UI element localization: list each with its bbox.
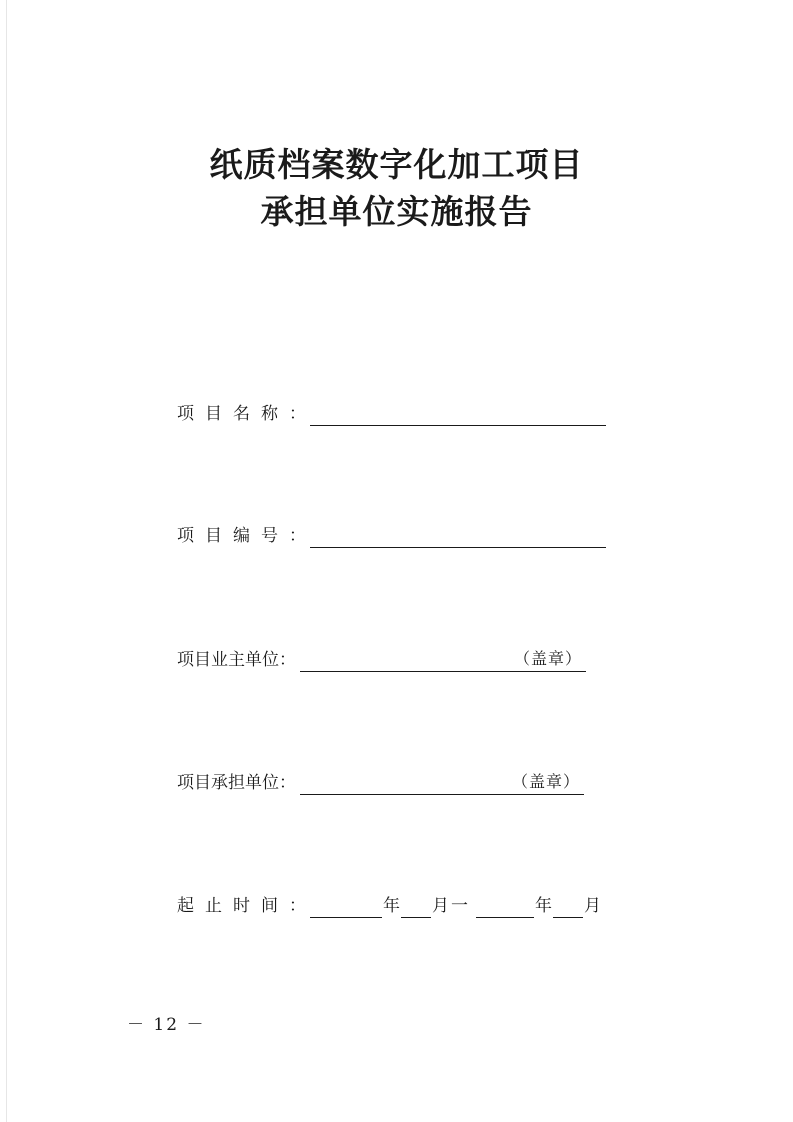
start-month-unit: 月: [432, 896, 449, 916]
period-colon: ：: [289, 896, 306, 916]
owner-unit-input[interactable]: [300, 651, 586, 672]
page-number: － 12 －: [127, 1015, 206, 1035]
project-number-label: 项目编号: [177, 526, 289, 546]
contractor-unit-field: [177, 771, 584, 795]
document-title-line-2: 承担单位实施报告: [260, 192, 533, 231]
project-number-colon: ：: [289, 526, 306, 546]
project-name-colon: ：: [289, 404, 306, 424]
project-name-input[interactable]: [310, 405, 606, 426]
start-year-unit: 年: [383, 896, 400, 916]
owner-unit-field: [177, 648, 586, 672]
end-month-input[interactable]: [553, 897, 583, 918]
project-name-field: [177, 402, 606, 426]
end-year-unit: 年: [535, 896, 552, 916]
start-month-input[interactable]: [401, 897, 431, 918]
contractor-unit-input[interactable]: [300, 774, 584, 795]
project-number-input[interactable]: [310, 527, 606, 548]
start-year-input[interactable]: [310, 897, 382, 918]
owner-unit-label: 项目业主单位: [177, 650, 279, 670]
period-label: 起止时间: [177, 896, 289, 916]
end-month-unit: 月: [584, 896, 601, 916]
project-name-label: 项目名称: [177, 404, 289, 424]
owner-unit-colon: ：: [279, 650, 296, 670]
end-year-input[interactable]: [476, 897, 534, 918]
contractor-unit-label: 项目承担单位: [177, 773, 279, 793]
project-number-field: [177, 524, 606, 548]
period-field: [177, 894, 602, 918]
document-title-line-1: 纸质档案数字化加工项目: [209, 145, 584, 184]
contractor-unit-colon: ：: [279, 773, 296, 793]
owner-unit-seal-note: （盖章）: [513, 649, 582, 668]
contractor-unit-seal-note: （盖章）: [511, 772, 580, 791]
period-dash: 一: [451, 896, 468, 916]
